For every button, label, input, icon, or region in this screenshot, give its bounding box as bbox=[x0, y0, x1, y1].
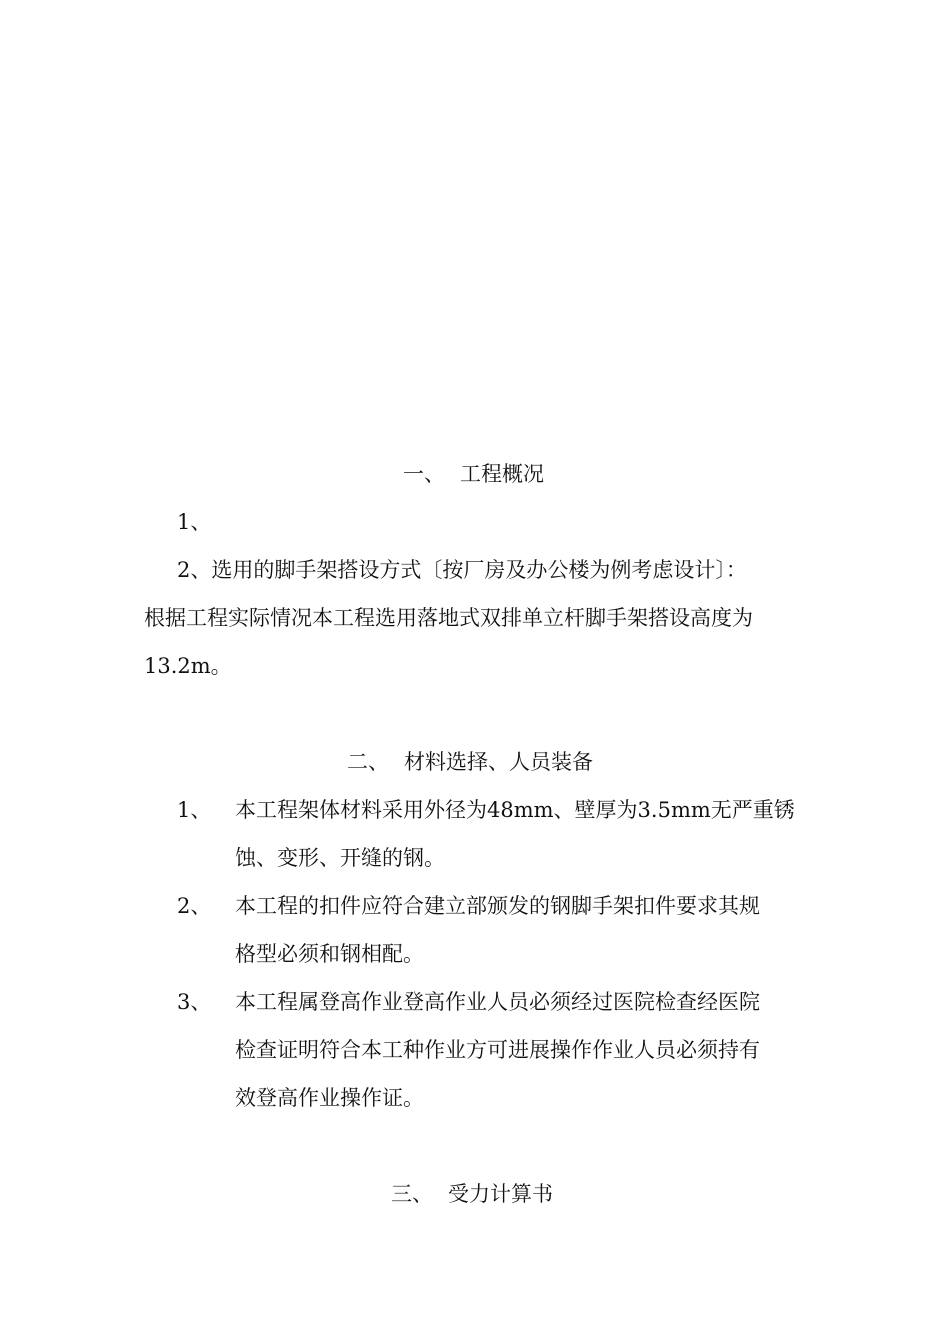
section-2-item-2-line-1: 本工程的扣件应符合建立部颁发的钢脚手架扣件要求其规 bbox=[235, 894, 760, 918]
section-1-item-1: 1、 bbox=[177, 510, 212, 534]
section-1-item-2-line-3: 13.2m。 bbox=[144, 654, 232, 678]
section-2-item-3-line-1: 本工程属登高作业登高作业人员必须经过医院检查经医院 bbox=[235, 990, 760, 1014]
section-2-heading-number: 二、 bbox=[347, 750, 389, 774]
section-3-heading-number: 三、 bbox=[391, 1182, 433, 1206]
section-1-heading-number: 一、 bbox=[403, 462, 445, 486]
section-2-item-3-line-2: 检查证明符合本工种作业方可进展操作作业人员必须持有 bbox=[235, 1038, 760, 1062]
section-1-heading-text: 工程概况 bbox=[460, 462, 544, 486]
section-2-item-2-number: 2、 bbox=[177, 894, 212, 918]
section-2-item-1-line-2: 蚀、变形、开缝的钢。 bbox=[235, 846, 445, 870]
section-2-item-2-line-2: 格型必须和钢相配。 bbox=[235, 942, 424, 966]
section-1-item-2-line-2: 根据工程实际情况本工程选用落地式双排单立杆脚手架搭设高度为 bbox=[144, 606, 753, 630]
section-2-item-1-number: 1、 bbox=[177, 798, 212, 822]
section-1-item-2-line-1: 2、选用的脚手架搭设方式〔按厂房及办公楼为例考虑设计〕： bbox=[177, 558, 747, 582]
section-2-item-1-line-1: 本工程架体材料采用外径为48mm、壁厚为3.5mm无严重锈 bbox=[235, 798, 795, 822]
section-3-heading-text: 受力计算书 bbox=[448, 1182, 553, 1206]
section-2-item-3-number: 3、 bbox=[177, 990, 212, 1014]
section-2-heading-text: 材料选择、人员装备 bbox=[404, 750, 593, 774]
section-2-item-3-line-3: 效登高作业操作证。 bbox=[235, 1086, 424, 1110]
